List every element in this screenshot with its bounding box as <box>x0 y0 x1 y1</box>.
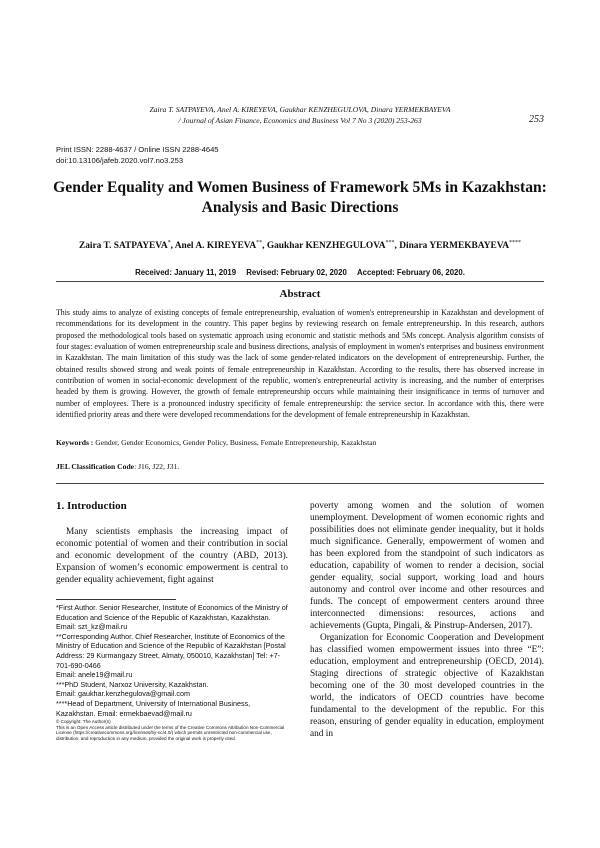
doi-line: doi:10.13106/jafeb.2020.vol7.no3.253 <box>56 155 184 165</box>
running-head-authors: Zaira T. SATPAYEVA, Anel A. KIREYEVA, Gaukhar KENZHEGULOVA, Dinara YERMEKBAYEVA <box>149 105 451 114</box>
running-head <box>0 104 600 126</box>
author-mark: * <box>167 240 171 246</box>
title-line-1: Gender Equality and Women Business of Framework 5Ms in Kazakhstan: <box>53 179 547 196</box>
issn-block <box>56 145 219 166</box>
title-line-2: Analysis and Basic Directions <box>201 198 399 216</box>
keywords-label: Keywords : <box>56 438 94 447</box>
intro-paragraph-left: Many scientists emphasis the increasing impact of economic potential of women and their contribution in social and economic development of the country (ABD, 2013). Expansion of women’s economic empowerment is central to gender equality achievement, fight against <box>56 527 288 585</box>
jel-label: JEL Classification Code <box>56 462 135 471</box>
copyright-line: © Copyright: The Author(s) <box>56 719 111 724</box>
intro-paragraph-right-2: Organization for Economic Cooperation and Development has classified women empowerment issues into three “E”: education, employment and entrepreneurship (OECD, 2014). Staging directions of strategic objective of Kazakhstan becoming one of the 30 most developed countries in the world, the indicators of OECD countries have become fundamental to the development of the republic. For this reason, ensuring of gender equality in education, employment and in <box>310 633 544 739</box>
author-name: Zaira T. SATPAYEVA <box>78 241 168 252</box>
intro-right-column <box>310 500 544 740</box>
keywords-value: Gender, Gender Economics, Gender Policy, Business, Female Entrepreneurship, Kazakhstan <box>93 438 377 447</box>
footnote: Email: anele19@mail.ru <box>56 670 133 680</box>
author-name: Anel A. KIREYEVA <box>174 241 257 252</box>
copyright-notice <box>56 719 288 741</box>
accepted-date: Accepted: February 06, 2020. <box>356 268 465 277</box>
intro-paragraph-right-1: poverty among women and the solution of women unemployment. Development of women economic rights and possibilities does not eliminate gender inequality, but it holds much significance. Generally, empowerment of women and has been explored from the standpoint of such indicators as education, capability of women to render a decision, social gender equality, social support, working load and hours autonomy and control over income and other resources and funds. The concept of empowerment centers around three interconnected dimensions: resources, actions and achievements (Gupta, Pingali, & Pinstrup-Andersen, 2017). <box>310 501 544 631</box>
jel-codes <box>56 462 179 471</box>
divider <box>56 483 544 484</box>
author-list: Zaira T. SATPAYEVA*, Anel A. KIREYEVA**, Gaukhar KENZHEGULOVA***, Dinara YERMEKBAYEVA**** <box>78 240 522 252</box>
footnote: Email: gaukhar.kenzhegulova@gmail.com <box>56 689 190 699</box>
submission-dates <box>40 268 560 277</box>
footnote: ****Head of Department, University of International Business, Kazakhstan. Email: ermekbaevad@mail.ru <box>56 698 251 718</box>
section-heading-introduction: 1. Introduction <box>56 500 127 512</box>
abstract-heading: Abstract <box>279 288 321 300</box>
license-text: This is an Open Access article distributed under the terms of the Creative Commons Attribution Non-Commercial License (https://creativecommons.org/licenses/by-nc/4.0/) which permits unrestricted non-commercial use, distribution, and reproduction in any medium, provided the original work is properly cited. <box>56 724 285 741</box>
author-name: Dinara YERMEKBAYEVA <box>399 241 510 252</box>
running-head-journal: / Journal of Asian Finance, Economics and Business Vol 7 No 3 (2020) 253-263 <box>178 116 422 125</box>
footnote-rule <box>56 599 176 600</box>
revised-date: Revised: February 02, 2020 <box>246 268 347 277</box>
author-mark: *** <box>385 240 395 246</box>
author-name: Gaukhar KENZHEGULOVA <box>266 241 386 252</box>
abstract-text: This study aims to analyze of existing concepts of female entrepreneurship, evaluation of women's entrepreneurship in Kazakhstan and development of recommendations for its development in the country. This paper begins by reviewing research on female entrepreneurship. In this research, authors proposed the methodological tools based on systematic approach using economic and statistic methods and 5Ms concept. Analysis algorithm consists of four stages: evaluation of women entrepreneurship scale and business directions, analysis of employment in women's enterprises and business environment in Kazakhstan. The main limitation of this study was the lack of some gender-related indicators on the development of entrepreneurship. Further, the obtained results showed strong and weak points of female entrepreneurship in Kazakhstan. According to the results, there has observed increase in contribution of women in social-economic development of the republic, women's entrepreneurial activity is increasing, and the number of enterprises headed by them is growing. However, the growth of female entrepreneurship occurs while maintaining their insignificance in terms of turnover and number of employees. There is a pronounced industry specificity of female entrepreneurship: the service sector. In accordance with this, there were identified priority areas and there were developed recommendations for the development of female entrepreneurship in Kazakhstan. <box>56 308 544 420</box>
received-date: Received: January 11, 2019 <box>135 268 237 277</box>
page-number: 253 <box>529 114 544 125</box>
jel-value: : J16, J22, J31. <box>134 462 180 471</box>
paper-title <box>40 178 560 217</box>
keywords <box>56 438 544 447</box>
divider <box>56 281 544 282</box>
footnote: ***PhD Student, Narxoz University, Kazakhstan. <box>56 679 209 689</box>
footnotes <box>56 603 288 718</box>
author-mark: ** <box>256 240 263 246</box>
author-mark: **** <box>509 240 522 246</box>
issn-line: Print ISSN: 2288-4637 / Online ISSN 2288-4645 <box>56 145 219 154</box>
footnote: *First Author. Senior Researcher, Institute of Economics of the Ministry of Education and Science of the Republic of Kazakhstan, Kazakhstan. Email: szt_kz@mail.ru <box>56 603 288 632</box>
footnote: **Corresponding Author. Chief Researcher, Institute of Economics of the Ministry of Education and Science of the Republic of Kazakhstan [Postal Address: 29 Kurmangazy Street, Almaty, 050010, Kazakhstan] Tel: +7-701-690-0466 <box>56 631 286 670</box>
